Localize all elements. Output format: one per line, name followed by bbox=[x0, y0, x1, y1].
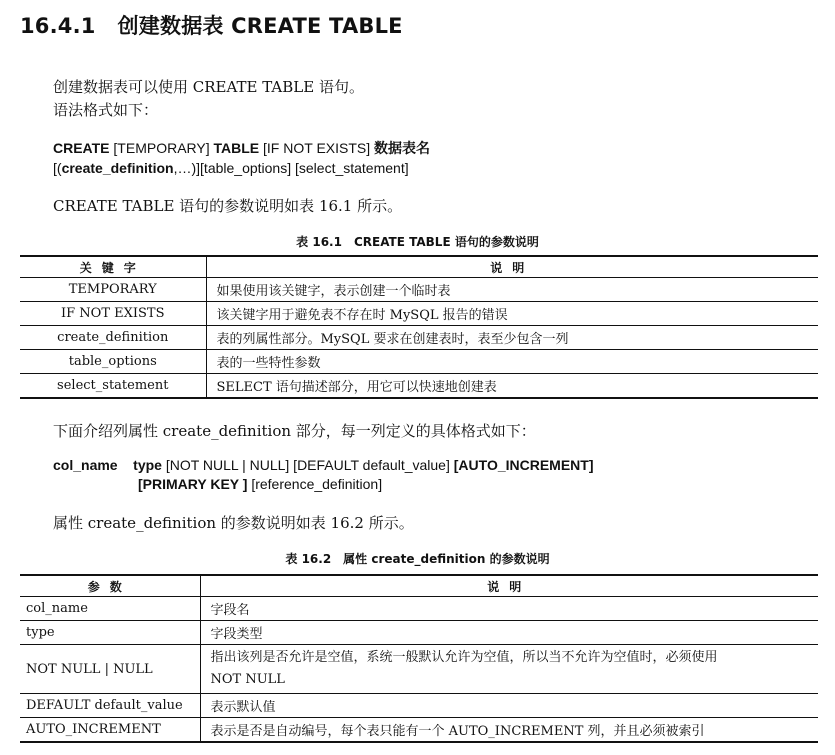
create-table-syntax-line-2 bbox=[53, 160, 409, 176]
table1-key: TEMPORARY bbox=[20, 278, 206, 302]
table1-desc: 该关键字用于避免表不存在时 MySQL 报告的错误 bbox=[206, 302, 818, 326]
table2-key: type bbox=[20, 621, 200, 645]
table1-desc: SELECT 语句描述部分，用它可以快速地创建表 bbox=[206, 374, 818, 399]
section-title: 创建数据表 CREATE TABLE bbox=[117, 14, 403, 38]
kw-create-definition: create_definition bbox=[61, 160, 174, 176]
coldef-syntax-line-1 bbox=[53, 457, 594, 473]
kw-col-name: col_name bbox=[53, 457, 118, 473]
table2-intro: 属性 create_definition 的参数说明如表 16.2 所示。 bbox=[53, 514, 414, 532]
table-row bbox=[20, 694, 818, 718]
table-row bbox=[20, 718, 818, 743]
table2-key: AUTO_INCREMENT bbox=[20, 718, 200, 743]
table1-desc: 表的列属性部分。MySQL 要求在创建表时，表至少包含一列 bbox=[206, 326, 818, 350]
table1-head-key: 关键字 bbox=[20, 256, 206, 278]
section-number: 16.4.1 bbox=[20, 14, 96, 38]
table2-key: NOT NULL | NULL bbox=[20, 645, 200, 694]
table2-desc: 字段名 bbox=[200, 597, 818, 621]
syntax-open: [( bbox=[53, 160, 62, 176]
table2-head-desc: 说明 bbox=[200, 575, 818, 597]
table2-caption: 表 16.2 属性 create_definition 的参数说明 bbox=[285, 552, 550, 566]
table2-key: col_name bbox=[20, 597, 200, 621]
intro-line-2: 语法格式如下： bbox=[53, 101, 159, 119]
table2-desc: 字段类型 bbox=[200, 621, 818, 645]
table-row bbox=[20, 645, 818, 694]
table1-intro: CREATE TABLE 语句的参数说明如表 16.1 所示。 bbox=[53, 197, 403, 215]
create-table-syntax-line-1 bbox=[53, 138, 430, 158]
table1-key: select_statement bbox=[20, 374, 206, 399]
table-row bbox=[20, 597, 818, 621]
kw-if-not-exists: [IF NOT EXISTS] bbox=[259, 140, 375, 156]
kw-primary-key: [PRIMARY KEY ] bbox=[138, 476, 248, 492]
table2-desc-line-1: 指出该列是否允许是空值，系统一般默认允许为空值，所以当不允许为空值时，必须使用 bbox=[210, 650, 718, 665]
table2-desc: 表示默认值 bbox=[200, 694, 818, 718]
intro-line-1: 创建数据表可以使用 CREATE TABLE 语句。 bbox=[53, 78, 364, 96]
kw-table-name: 数据表名 bbox=[374, 140, 431, 156]
kw-create: CREATE bbox=[53, 140, 110, 156]
table-row bbox=[20, 302, 818, 326]
table-row bbox=[20, 374, 818, 399]
table1-key: table_options bbox=[20, 350, 206, 374]
table-row bbox=[20, 278, 818, 302]
table1 bbox=[20, 255, 818, 399]
syntax-mid: [NOT NULL | NULL] [DEFAULT default_value] bbox=[161, 457, 454, 473]
table-row bbox=[20, 326, 818, 350]
table2-head-param: 参数 bbox=[20, 575, 200, 597]
kw-reference-definition: [reference_definition] bbox=[247, 476, 383, 492]
section-heading bbox=[20, 10, 403, 40]
coldef-intro: 下面介绍列属性 create_definition 部分，每一列定义的具体格式如下： bbox=[53, 422, 536, 440]
table1-desc: 如果使用该关键字，表示创建一个临时表 bbox=[206, 278, 818, 302]
kw-temporary: [TEMPORARY] bbox=[109, 140, 214, 156]
syntax-rest: ,…)][table_options] [select_statement] bbox=[173, 160, 409, 176]
table1-key: create_definition bbox=[20, 326, 206, 350]
table2-desc: 表示是否是自动编号，每个表只能有一个 AUTO_INCREMENT 列，并且必须被索引 bbox=[200, 718, 818, 743]
table2 bbox=[20, 574, 818, 743]
table1-desc: 表的一些特性参数 bbox=[206, 350, 818, 374]
table2-key: DEFAULT default_value bbox=[20, 694, 200, 718]
coldef-syntax-line-2 bbox=[138, 476, 382, 492]
table-row bbox=[20, 350, 818, 374]
table2-desc bbox=[200, 645, 818, 694]
kw-type: type bbox=[133, 457, 162, 473]
table1-caption: 表 16.1 CREATE TABLE 语句的参数说明 bbox=[296, 235, 539, 249]
table1-key: IF NOT EXISTS bbox=[20, 302, 206, 326]
kw-table: TABLE bbox=[213, 140, 260, 156]
kw-auto-increment: [AUTO_INCREMENT] bbox=[453, 457, 594, 473]
table1-head-desc: 说明 bbox=[206, 256, 818, 278]
table2-desc-line-2: NOT NULL bbox=[210, 672, 285, 687]
table-row bbox=[20, 621, 818, 645]
